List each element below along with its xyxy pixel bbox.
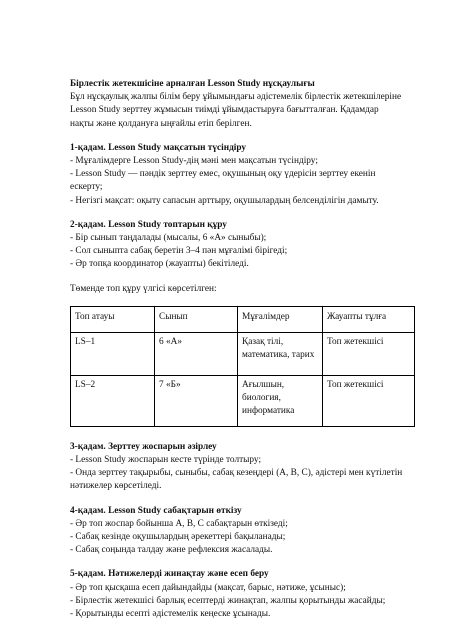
step5-line-2: - Бірлестік жетекшісі барлық есептерді жинақтап, жалпы қорытынды жасайды;: [70, 595, 386, 606]
header-responsible: Жауапты тұлға: [323, 306, 415, 332]
step4-heading: 4-қадам. Lesson Study сабақтарын өткізу: [70, 505, 242, 516]
teachers-line: биология,: [242, 393, 281, 404]
intro-line-3: нақты және қолдануға ыңғайлы етіп берілген.: [70, 118, 252, 129]
step3-heading: 3-қадам. Зерттеу жоспарын әзірлеу: [70, 441, 217, 452]
step4-line-3: - Сабақ соңында талдау және рефлексия жасалады.: [70, 545, 273, 556]
step5-heading: 5-қадам. Нәтижелерді жинақтау және есеп беру: [70, 569, 269, 580]
step3-line-2: - Онда зерттеу тақырыбы, сыныбы, сабақ кезеңдері (A, B, C), әдістері мен күтілетін: [70, 468, 403, 479]
step4-line-1: - Әр топ жоспар бойынша A, B, C сабақтарын өткізеді;: [70, 518, 288, 529]
header-class: Сынып: [155, 306, 238, 332]
step1-line-1: - Мұғалімдерге Lesson Study-дің мәні мен мақсатын түсіндіру;: [70, 156, 318, 167]
cell-group: LS–2: [71, 375, 155, 426]
cell-class: 6 «А»: [155, 332, 238, 375]
cell-responsible: Топ жетекшісі: [323, 332, 415, 375]
step2-line-3: - Әр топқа координатор (жауапты) бекітіледі.: [70, 259, 249, 270]
header-teachers: Мұғалімдер: [238, 306, 323, 332]
step2-line-1: - Бір сынып таңдалады (мысалы, 6 «А» сыныбы);: [70, 233, 267, 244]
step1-line-3: ескерту;: [70, 182, 103, 193]
step1-line-2: - Lesson Study — пәндік зерттеу емес, оқушының оқу үдерісін зерттеу екенін: [70, 169, 376, 180]
table-intro: Төменде топ құру үлгісі көрсетілген:: [70, 283, 217, 294]
intro-line-2: Lesson Study зерттеу жұмысын тиімді ұйымдастыруға бағытталған. Қадамдар: [70, 105, 379, 116]
document-page: [70, 78, 415, 621]
step2-line-2: - Сол сыныпта сабақ беретін 3–4 пән мұғалімі бірігеді;: [70, 246, 288, 257]
intro-line-1: Бұл нұсқаулық жалпы білім беру ұйымындағы әдістемелік бірлестік жетекшілеріне: [70, 92, 402, 103]
cell-teachers: [238, 375, 323, 426]
groups-table: [70, 306, 415, 427]
table-row: [71, 375, 415, 426]
table-row: [71, 332, 415, 375]
step3-line-3: нәтижелер көрсетіледі.: [70, 481, 162, 492]
step5-line-3: - Қорытынды есепті әдістемелік кеңеске ұсынады.: [70, 609, 271, 620]
step5-line-1: - Әр топ қысқаша есеп дайындайды (мақсат, барыс, нәтиже, ұсыныс);: [70, 582, 346, 593]
step1-heading: 1-қадам. Lesson Study мақсатын түсіндіру: [70, 142, 247, 153]
step3-line-1: - Lesson Study жоспарын кесте түрінде толтыру;: [70, 455, 262, 466]
cell-responsible: Топ жетекшісі: [323, 375, 415, 426]
cell-group: LS–1: [71, 332, 155, 375]
teachers-line: Ағылшын,: [242, 379, 285, 390]
cell-teachers: [238, 332, 323, 375]
header-group-name: Топ атауы: [71, 306, 155, 332]
step2-heading: 2-қадам. Lesson Study топтарын құру: [70, 219, 227, 230]
teachers-line: информатика: [242, 406, 295, 417]
teachers-line: математика, тарих: [242, 350, 315, 361]
document-title: Бірлестік жетекшісіне арналған Lesson Study нұсқаулығы: [70, 79, 315, 89]
step1-line-4: - Негізгі мақсат: оқыту сапасын арттыру, оқушылардың белсенділігін дамыту.: [70, 195, 379, 206]
step4-line-2: - Сабақ кезінде оқушылардың әрекеттері бақыланады;: [70, 532, 286, 543]
table-header-row: [71, 306, 415, 332]
teachers-line: Қазақ тілі,: [242, 336, 284, 347]
cell-class: 7 «Б»: [155, 375, 238, 426]
